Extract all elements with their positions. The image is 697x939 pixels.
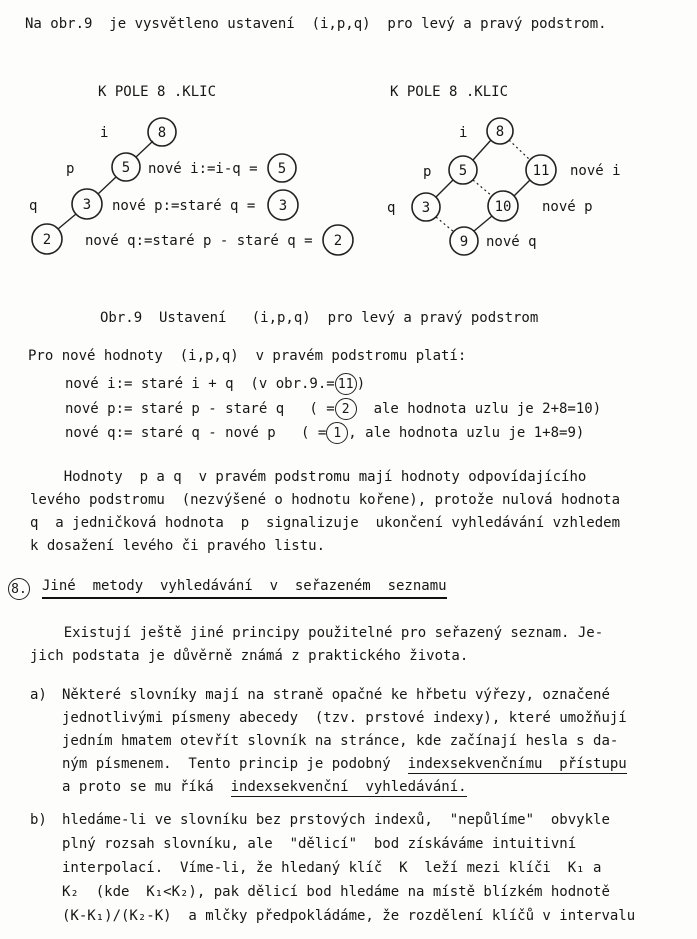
node-2-value: 2	[42, 232, 52, 248]
formula-3-post: , ale hodnota uzlu je 1+8=9)	[348, 425, 585, 441]
intro-line: Na obr.9 je vysvětleno ustavení (i,p,q) pro levý a pravý podstrom.	[25, 16, 607, 32]
formula-1-post: )	[356, 376, 366, 392]
paragraph-2-line: jich podstata je důvěrně známá z praktického života.	[30, 648, 469, 664]
formula-row-1	[65, 372, 365, 396]
node-9-value: 9	[459, 234, 469, 250]
node-11-value: 11	[532, 163, 550, 179]
left-label-i: i	[100, 125, 109, 141]
left-label-q: q	[29, 198, 38, 214]
node-10-value: 10	[494, 199, 512, 215]
paragraph-1	[30, 466, 620, 558]
list-item-a	[30, 684, 627, 799]
tree-diagrams	[0, 80, 697, 298]
item-a-underlined-term-1: indexsekvenčnímu přístupu	[407, 756, 627, 772]
formula-2-post: ale hodnota uzlu je 2+8=10)	[356, 401, 602, 417]
paragraph-1-line: Hodnoty p a q v pravém podstromu mají hodnoty odpovídajícího	[30, 469, 587, 485]
item-a-line: jedním hmatem otevřít slovník na stránce, kde začínají hesla s da-	[62, 733, 619, 749]
formula-2-pre: nové p:= staré p - staré q ( =	[65, 401, 335, 417]
paragraph-1-line: k dosažení levého či pravého listu.	[30, 538, 326, 554]
left-ann-2-value: 3	[278, 198, 288, 214]
left-ann-2: nové p:=staré q =	[112, 198, 256, 214]
formula-3-pre: nové q:= staré q - nové p ( =	[65, 425, 327, 441]
right-label-q: q	[387, 200, 396, 216]
paragraph-2-line: Existují ještě jiné principy použitelné pro seřazený seznam. Je-	[30, 625, 604, 641]
node-5r-value: 5	[458, 163, 468, 179]
edge-3-9-dotted	[436, 217, 454, 232]
edge-8-11-dotted	[509, 140, 530, 160]
formula-3-circled-value: 1	[326, 422, 348, 444]
formula-row-3	[65, 421, 584, 445]
edge-5-3r	[436, 180, 453, 197]
left-label-p: p	[66, 161, 75, 177]
paragraph-1-line: levého podstromu (nezvýšené o hodnotu kořene), protože nulová hodnota	[30, 492, 621, 508]
item-a-line	[62, 776, 627, 799]
item-b-line: hledáme-li ve slovníku bez prstových indexů, "nepůlíme" obvykle	[62, 812, 610, 828]
right-label-nove-p: nové p	[542, 199, 593, 215]
list-item-b	[30, 808, 635, 928]
left-ann-1-value: 5	[277, 161, 287, 177]
item-b-line: K₂ (kde K₁<K₂), pak dělicí bod hledáme na místě blízkém hodnotě	[62, 884, 610, 900]
right-label-i: i	[459, 125, 468, 141]
item-b-line: interpolací. Víme-li, že hledaný klíč K leží mezi klíči K₁ a	[62, 860, 602, 876]
edge-10-9	[474, 216, 492, 231]
node-8r-value: 8	[495, 124, 505, 140]
formula-row-2	[65, 397, 601, 421]
item-b-line: plný rozsah slovníku, ale "dělicí" bod získáváme intuitivní	[62, 836, 577, 852]
paragraph-1-line: q a jedničková hodnota p signalizuje ukončení vyhledávání vzhledem	[30, 515, 621, 531]
node-8-value: 8	[157, 125, 167, 141]
edge-11-10	[514, 180, 530, 196]
formula-1-pre: nové i:= staré i + q (v obr.9.=	[65, 376, 335, 392]
item-b-line: (K-K₁)/(K₂-K) a mlčky předpokládáme, že rozdělení klíčů v intervalu	[62, 908, 636, 924]
left-ann-3-value: 2	[333, 233, 343, 249]
item-a-line-5-text: a proto se mu říká	[62, 779, 231, 795]
formulas-intro: Pro nové hodnoty (i,p,q) v pravém podstromu platí:	[28, 348, 467, 364]
list-item-b-body	[62, 808, 635, 928]
list-item-a-body	[62, 684, 627, 799]
item-a-line: jednotlivými písmeny abecedy (tzv. prstové indexy), které umožňují	[62, 710, 627, 726]
left-diagram-header: K POLE 8 .KLIC	[98, 84, 217, 100]
item-a-underlined-term-2: indexsekvenční vyhledávání.	[230, 779, 467, 795]
list-item-a-marker: a)	[30, 687, 47, 703]
list-item-b-marker: b)	[30, 812, 47, 828]
formula-1-circled-value: 11	[335, 373, 357, 395]
item-a-line	[62, 753, 627, 776]
figure-caption: Obr.9 Ustavení (i,p,q) pro levý a pravý podstrom	[100, 310, 539, 326]
node-5-value: 5	[121, 160, 131, 176]
edge-8-5	[136, 141, 153, 157]
right-label-p: p	[423, 164, 432, 180]
edge-5-3	[98, 177, 116, 194]
left-ann-1: nové i:=i-q =	[148, 161, 258, 177]
item-a-line-4-text: ným písmenem. Tento princip je podobný	[62, 756, 408, 772]
right-diagram-header: K POLE 8 .KLIC	[390, 84, 509, 100]
edge-3-2	[58, 214, 76, 229]
node-3r-value: 3	[421, 200, 431, 216]
edge-5-10-dotted	[473, 180, 492, 196]
section-heading	[8, 578, 447, 600]
paragraph-2	[30, 622, 603, 668]
right-label-nove-q: nové q	[486, 234, 537, 250]
node-3-value: 3	[82, 197, 92, 213]
edge-8-5r	[473, 140, 491, 160]
right-label-nove-i: nové i	[570, 163, 621, 179]
left-ann-3: nové q:=staré p - staré q =	[85, 233, 313, 249]
section-number-circled: 8.	[8, 578, 30, 600]
item-a-line: Některé slovníky mají na straně opačné ke hřbetu výřezy, označené	[62, 687, 610, 703]
section-title: Jiné metody vyhledávání v seřazeném seznamu	[42, 578, 447, 599]
formula-2-circled-value: 2	[335, 398, 357, 420]
